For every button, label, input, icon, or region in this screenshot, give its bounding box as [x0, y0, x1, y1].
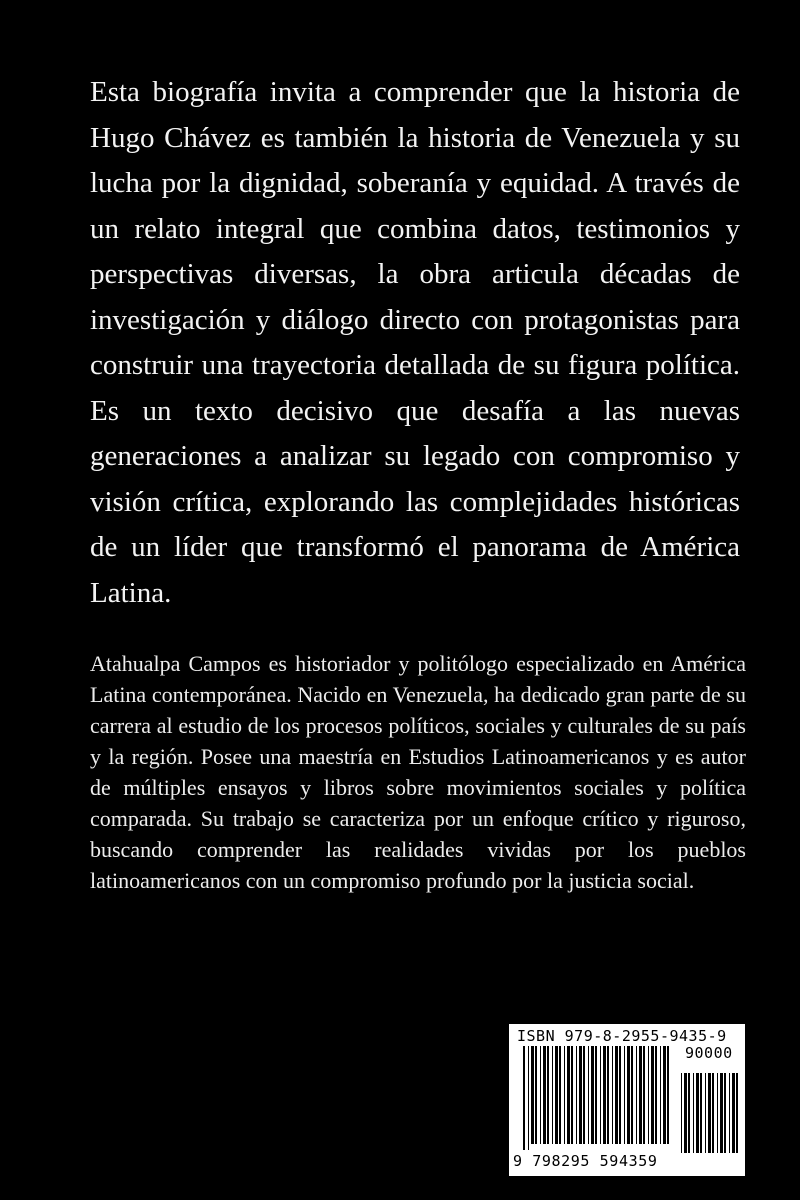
barcode-bar: [619, 1046, 621, 1144]
barcode-bar: [693, 1073, 694, 1153]
barcode-bar: [732, 1073, 735, 1153]
barcode-bar: [535, 1046, 537, 1144]
barcode-bar: [583, 1046, 585, 1144]
barcode-bar: [648, 1046, 649, 1144]
author-bio: Atahualpa Campos es historiador y politólogo especializado en América Latina contemporánea. Nacido en Venezuela, ha dedicado gran parte de su carrera al estudio de los procesos políticos, sociales y culturales de su país y la región. Posee una maestría en Estudios Latinoamericanos y es autor de múltiples ensayos y libros sobre movimientos sociales y política comparada. Su trabajo se caracteriza por un enfoque crítico y riguroso, buscando comprender las realidades vividas por los pueblos latinoamericanos con un compromiso profundo por la justicia social.: [90, 651, 746, 893]
barcode-bar: [717, 1073, 718, 1153]
barcode-bar: [564, 1046, 565, 1144]
book-synopsis: Esta biografía invita a comprender que la historia de Hugo Chávez es también la historia de Venezuela y su lucha por la dignidad, soberanía y equidad. A través de un relato integral que combina datos, testimonios y perspectivas diversas, la obra articula décadas de investigación y diálogo directo con protagonistas para construir una trayectoria detallada de su figura política. Es un texto decisivo que desafía a las nuevas generaciones a analizar su legado con compromiso y visión crítica, explorando las complejidades históricas de un líder que transformó el panorama de América Latina.: [90, 76, 740, 609]
barcode-bar: [615, 1046, 618, 1144]
barcode-bar: [523, 1046, 525, 1150]
barcode-bar: [724, 1073, 726, 1153]
barcode-bar: [712, 1073, 714, 1153]
barcode-bar: [688, 1073, 690, 1153]
barcode-bar: [528, 1046, 529, 1150]
barcode-bar: [543, 1046, 546, 1144]
barcode-bar: [603, 1046, 606, 1144]
barcode-bar: [552, 1046, 553, 1144]
barcode-bar: [531, 1046, 534, 1144]
barcode-bar: [588, 1046, 589, 1144]
isbn-label: ISBN 979-8-2955-9435-9: [517, 1027, 727, 1045]
barcode-main-bars: [523, 1046, 671, 1150]
barcode-bar: [660, 1046, 661, 1144]
barcode-bar: [631, 1046, 633, 1144]
barcode-bar: [636, 1046, 637, 1144]
barcode-bar: [555, 1046, 558, 1144]
barcode-bar: [591, 1046, 594, 1144]
barcode-bar: [729, 1073, 730, 1153]
barcode-bar: [705, 1073, 706, 1153]
barcode-bar: [667, 1046, 669, 1144]
barcode-addon-bars: [681, 1064, 739, 1168]
barcode-bar: [700, 1073, 702, 1153]
barcode-bar: [627, 1046, 630, 1144]
barcode-bar: [696, 1073, 699, 1153]
barcode-bar: [567, 1046, 570, 1144]
barcode-bar: [559, 1046, 561, 1144]
ean-digits: 9 798295 594359: [513, 1152, 658, 1170]
barcode-bar: [655, 1046, 657, 1144]
barcode-bar: [639, 1046, 642, 1144]
isbn-barcode: [509, 1024, 745, 1176]
barcode-bar: [547, 1046, 549, 1144]
barcode-bar: [540, 1046, 541, 1144]
barcode-bar: [681, 1073, 682, 1153]
barcode-bar: [643, 1046, 645, 1144]
barcode-addon-number: 90000: [685, 1044, 733, 1062]
barcode-bar: [684, 1073, 687, 1153]
barcode-bar: [708, 1073, 711, 1153]
barcode-bar: [607, 1046, 609, 1144]
barcode-bar: [624, 1046, 625, 1144]
barcode-bar: [651, 1046, 654, 1144]
barcode-bar: [571, 1046, 573, 1144]
barcode-bar: [576, 1046, 577, 1144]
barcode-bar: [579, 1046, 582, 1144]
barcode-bar: [600, 1046, 601, 1144]
barcode-bar: [720, 1073, 723, 1153]
barcode-bar: [736, 1073, 738, 1153]
barcode-bar: [595, 1046, 597, 1144]
barcode-bar: [612, 1046, 613, 1144]
barcode-bar: [663, 1046, 666, 1144]
